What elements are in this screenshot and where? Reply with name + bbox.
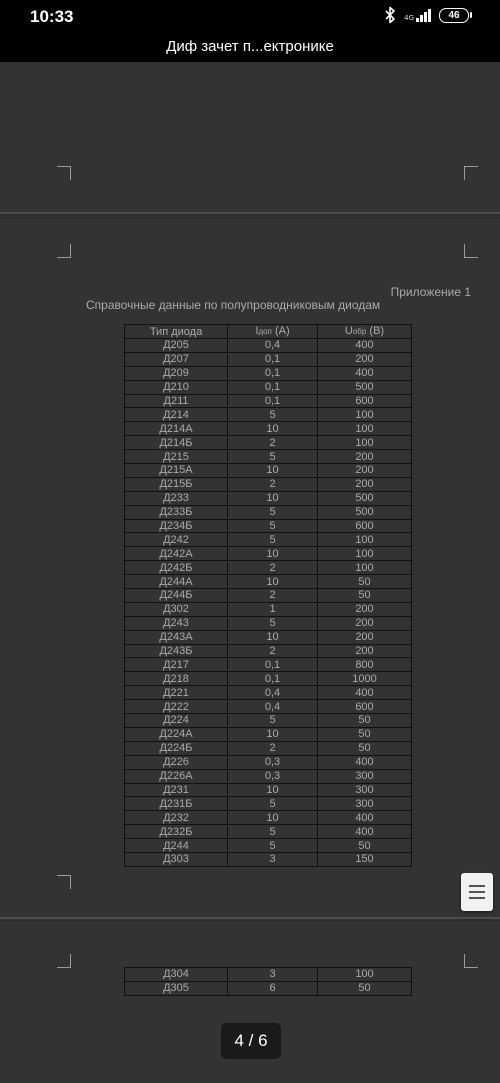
voltage-cell: 300 (318, 783, 412, 797)
voltage-cell: 100 (318, 408, 412, 422)
menu-icon (469, 885, 485, 887)
current-cell: 0,1 (228, 394, 318, 408)
voltage-cell: 200 (318, 450, 412, 464)
diode-type-cell: Д218 (125, 672, 228, 686)
table-header-row (125, 325, 412, 339)
current-cell: 0,3 (228, 755, 318, 769)
current-cell: 10 (228, 811, 318, 825)
voltage-cell: 200 (318, 477, 412, 491)
page-separator (0, 212, 500, 214)
table-row (125, 575, 412, 589)
table-row (125, 686, 412, 700)
page-indicator: 4 / 6 (221, 1023, 281, 1059)
voltage-cell: 500 (318, 380, 412, 394)
current-cell: 5 (228, 505, 318, 519)
diode-type-cell: Д221 (125, 686, 228, 700)
voltage-cell: 400 (318, 686, 412, 700)
current-cell: 0,4 (228, 686, 318, 700)
voltage-cell: 600 (318, 519, 412, 533)
voltage-cell: 400 (318, 339, 412, 353)
current-cell: 5 (228, 714, 318, 728)
diode-type-cell: Д224Б (125, 741, 228, 755)
table-row (125, 825, 412, 839)
voltage-cell: 200 (318, 602, 412, 616)
table-row (125, 408, 412, 422)
table-row (125, 672, 412, 686)
current-cell: 10 (228, 727, 318, 741)
table-row (125, 658, 412, 672)
current-cell: 6 (228, 981, 318, 995)
diode-type-cell: Д209 (125, 366, 228, 380)
diode-type-cell: Д242А (125, 547, 228, 561)
current-cell: 2 (228, 589, 318, 603)
diode-type-cell: Д244Б (125, 589, 228, 603)
current-cell: 5 (228, 533, 318, 547)
diode-type-cell: Д207 (125, 352, 228, 366)
diode-type-cell: Д243 (125, 616, 228, 630)
table-heading: Справочные данные по полупроводниковым диодам (86, 298, 381, 312)
diode-type-cell: Д231Б (125, 797, 228, 811)
current-cell: 0,1 (228, 366, 318, 380)
diode-type-cell: Д217 (125, 658, 228, 672)
table-row (125, 839, 412, 853)
diode-type-cell: Д243А (125, 630, 228, 644)
diode-type-cell: Д232 (125, 811, 228, 825)
voltage-cell: 100 (318, 533, 412, 547)
table-row (125, 968, 412, 982)
appendix-label: Приложение 1 (390, 285, 471, 299)
battery-icon (439, 8, 472, 23)
voltage-cell: 300 (318, 769, 412, 783)
current-cell: 0,1 (228, 658, 318, 672)
current-cell: 2 (228, 561, 318, 575)
diode-type-cell: Д214А (125, 422, 228, 436)
voltage-cell: 1000 (318, 672, 412, 686)
crop-mark (57, 875, 71, 889)
voltage-cell: 100 (318, 547, 412, 561)
table-row (125, 561, 412, 575)
current-cell: 0,3 (228, 769, 318, 783)
diode-type-cell: Д231 (125, 783, 228, 797)
diode-type-cell: Д244 (125, 839, 228, 853)
table-row (125, 783, 412, 797)
table-row (125, 727, 412, 741)
signal-bars (416, 8, 431, 22)
pdf-page-previous[interactable] (0, 62, 500, 212)
voltage-cell: 50 (318, 575, 412, 589)
diode-type-cell: Д234Б (125, 519, 228, 533)
voltage-cell: 100 (318, 968, 412, 982)
diode-type-cell: Д305 (125, 981, 228, 995)
current-cell: 2 (228, 741, 318, 755)
column-header-current: Iдоп (A) (228, 325, 318, 339)
table-row (125, 436, 412, 450)
voltage-cell: 100 (318, 436, 412, 450)
current-cell: 5 (228, 408, 318, 422)
status-time: 10:33 (30, 7, 74, 26)
current-cell: 2 (228, 644, 318, 658)
voltage-cell: 50 (318, 714, 412, 728)
table-row (125, 533, 412, 547)
signal-strength-icon (404, 8, 431, 22)
current-cell: 10 (228, 575, 318, 589)
current-cell: 0,1 (228, 380, 318, 394)
current-cell: 5 (228, 519, 318, 533)
voltage-cell: 400 (318, 366, 412, 380)
current-cell: 10 (228, 630, 318, 644)
table-row (125, 602, 412, 616)
diode-type-cell: Д224 (125, 714, 228, 728)
table-row (125, 700, 412, 714)
current-cell: 2 (228, 477, 318, 491)
table-row (125, 464, 412, 478)
voltage-cell: 200 (318, 464, 412, 478)
diode-type-cell: Д215Б (125, 477, 228, 491)
diode-type-cell: Д244А (125, 575, 228, 589)
pdf-page-current[interactable] (0, 219, 500, 917)
current-cell: 10 (228, 464, 318, 478)
table-row (125, 644, 412, 658)
diode-type-cell: Д226 (125, 755, 228, 769)
crop-mark (464, 954, 478, 968)
diode-type-cell: Д303 (125, 852, 228, 866)
menu-button[interactable] (461, 873, 493, 911)
current-cell: 10 (228, 491, 318, 505)
table-row (125, 755, 412, 769)
crop-mark (464, 244, 478, 258)
table-row (125, 741, 412, 755)
table-row (125, 589, 412, 603)
voltage-cell: 200 (318, 352, 412, 366)
table-row (125, 852, 412, 866)
table-row (125, 630, 412, 644)
diode-type-cell: Д215 (125, 450, 228, 464)
crop-mark (57, 166, 71, 180)
table-row (125, 366, 412, 380)
current-cell: 10 (228, 783, 318, 797)
table-row (125, 519, 412, 533)
voltage-cell: 50 (318, 981, 412, 995)
current-cell: 3 (228, 852, 318, 866)
voltage-cell: 100 (318, 561, 412, 575)
crop-mark (57, 954, 71, 968)
crop-mark (57, 244, 71, 258)
voltage-cell: 600 (318, 394, 412, 408)
bluetooth-icon (384, 6, 396, 24)
current-cell: 5 (228, 839, 318, 853)
diode-type-cell: Д226А (125, 769, 228, 783)
diode-table (124, 324, 412, 867)
network-type-label: 4G (404, 14, 414, 22)
diode-type-cell: Д302 (125, 602, 228, 616)
diode-type-cell: Д243Б (125, 644, 228, 658)
voltage-cell: 150 (318, 852, 412, 866)
diode-table-continued (124, 967, 412, 996)
voltage-cell: 100 (318, 422, 412, 436)
voltage-cell: 400 (318, 811, 412, 825)
diode-type-cell: Д233 (125, 491, 228, 505)
current-cell: 2 (228, 436, 318, 450)
column-header-voltage: Uобр (В) (318, 325, 412, 339)
column-header-type: Тип диода (125, 325, 228, 339)
diode-type-cell: Д304 (125, 968, 228, 982)
voltage-cell: 200 (318, 616, 412, 630)
table-row (125, 477, 412, 491)
table-row (125, 380, 412, 394)
current-cell: 5 (228, 616, 318, 630)
voltage-cell: 200 (318, 644, 412, 658)
voltage-cell: 200 (318, 630, 412, 644)
current-cell: 0,4 (228, 700, 318, 714)
table-row (125, 394, 412, 408)
diode-type-cell: Д242 (125, 533, 228, 547)
voltage-cell: 500 (318, 505, 412, 519)
table-row (125, 797, 412, 811)
diode-type-cell: Д232Б (125, 825, 228, 839)
voltage-cell: 400 (318, 825, 412, 839)
current-cell: 0,4 (228, 339, 318, 353)
page-separator (0, 917, 500, 919)
table-row (125, 422, 412, 436)
voltage-cell: 50 (318, 741, 412, 755)
document-title[interactable]: Диф зачет п...ектронике (0, 32, 500, 62)
voltage-cell: 50 (318, 839, 412, 853)
voltage-cell: 500 (318, 491, 412, 505)
table-row (125, 714, 412, 728)
current-cell: 10 (228, 547, 318, 561)
current-cell: 10 (228, 422, 318, 436)
current-cell: 5 (228, 450, 318, 464)
current-cell: 0,1 (228, 672, 318, 686)
diode-type-cell: Д242Б (125, 561, 228, 575)
table-row (125, 811, 412, 825)
table-row (125, 981, 412, 995)
current-cell: 1 (228, 602, 318, 616)
voltage-cell: 800 (318, 658, 412, 672)
voltage-cell: 600 (318, 700, 412, 714)
table-row (125, 352, 412, 366)
table-row (125, 616, 412, 630)
status-bar (0, 0, 500, 32)
table-row (125, 339, 412, 353)
diode-type-cell: Д224А (125, 727, 228, 741)
diode-type-cell: Д233Б (125, 505, 228, 519)
table-row (125, 491, 412, 505)
table-row (125, 505, 412, 519)
voltage-cell: 50 (318, 589, 412, 603)
diode-type-cell: Д222 (125, 700, 228, 714)
voltage-cell: 300 (318, 797, 412, 811)
status-icons (384, 6, 472, 24)
voltage-cell: 400 (318, 755, 412, 769)
current-cell: 3 (228, 968, 318, 982)
diode-type-cell: Д214 (125, 408, 228, 422)
battery-level: 46 (439, 8, 469, 23)
diode-type-cell: Д214Б (125, 436, 228, 450)
table-row (125, 450, 412, 464)
diode-type-cell: Д205 (125, 339, 228, 353)
diode-type-cell: Д215А (125, 464, 228, 478)
table-row (125, 547, 412, 561)
current-cell: 0,1 (228, 352, 318, 366)
voltage-cell: 50 (318, 727, 412, 741)
current-cell: 5 (228, 825, 318, 839)
crop-mark (464, 166, 478, 180)
table-row (125, 769, 412, 783)
diode-type-cell: Д211 (125, 394, 228, 408)
diode-type-cell: Д210 (125, 380, 228, 394)
current-cell: 5 (228, 797, 318, 811)
